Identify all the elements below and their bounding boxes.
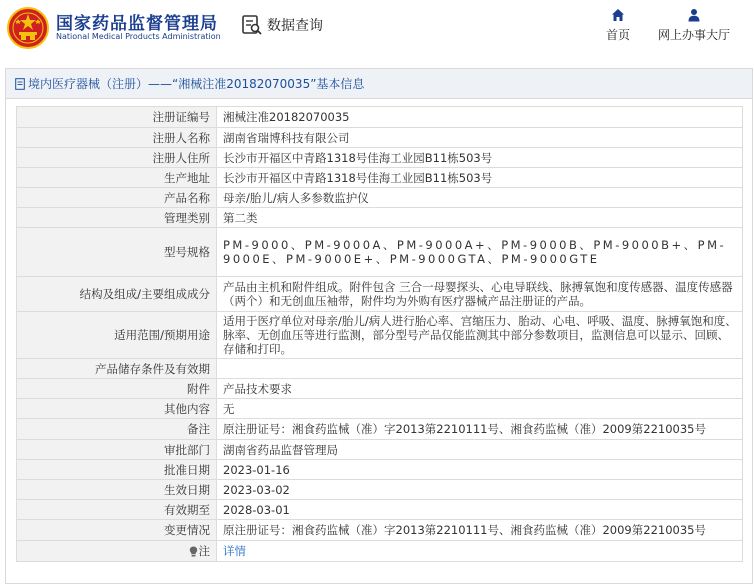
nav-home[interactable]: [600, 8, 636, 43]
row-label: 管理类别: [17, 208, 217, 228]
row-value: 母亲/胎儿/病人多参数监护仪: [217, 188, 743, 208]
row-label: 型号规格: [17, 228, 217, 277]
row-value: 无: [217, 399, 743, 419]
table-row: [17, 460, 743, 480]
site-header: [0, 0, 754, 60]
lightbulb-icon: [189, 546, 198, 557]
row-label: 注册证编号: [17, 107, 217, 128]
table-row: [17, 188, 743, 208]
row-value: 长沙市开福区中青路1318号佳海工业园B11栋503号: [217, 168, 743, 188]
row-value: 第二类: [217, 208, 743, 228]
table-row: [17, 440, 743, 460]
home-icon: [611, 8, 625, 22]
row-label: 结构及组成/主要组成成分: [17, 277, 217, 312]
org-name: 国家药品监督管理局: [56, 14, 218, 34]
page-title-label: 数据查询: [267, 18, 323, 34]
row-label: 生产地址: [17, 168, 217, 188]
model-spec-value: PM-9000、PM-9000A、PM-9000A+、PM-9000B、PM-9000B+、PM-9000E、PM-9000E+、PM-9000GTA、PM-9000GTE: [217, 228, 743, 277]
note-value: [217, 541, 743, 562]
row-value: 产品由主机和附件组成。附件包含 三合一母婴探头、心电导联线、脉搏氧饱和度传感器、温度传感器（两个）和无创血压袖带，附件均为外购有医疗器械产品注册证的产品。: [217, 277, 743, 312]
row-value: 2023-03-02: [217, 480, 743, 500]
row-label: 审批部门: [17, 440, 217, 460]
nav-home-label: 首页: [605, 28, 630, 42]
table-row: [17, 399, 743, 419]
org-name-en: National Medical Products Administration: [56, 32, 221, 41]
row-value: 2023-01-16: [217, 460, 743, 480]
row-value: 原注册证号：湘食药监械（准）字2013第2210111号、湘食药监械（准）2009第2210035号: [217, 520, 743, 541]
row-label: 注册人住所: [17, 148, 217, 168]
table-row: [17, 379, 743, 399]
row-value: 长沙市开福区中青路1318号佳海工业园B11栋503号: [217, 148, 743, 168]
row-label: 变更情况: [17, 520, 217, 541]
record-panel: [5, 68, 753, 584]
national-emblem-icon: [7, 7, 49, 49]
table-row: [17, 419, 743, 440]
nav-online-hall-label: 网上办事大厅: [657, 28, 730, 42]
table-row: [17, 480, 743, 500]
table-row: [17, 128, 743, 148]
table-row: [17, 500, 743, 520]
row-label: 附件: [17, 379, 217, 399]
table-row: [17, 168, 743, 188]
row-value: 适用于医疗单位对母亲/胎儿/病人进行胎心率、宫缩压力、胎动、心电、呼吸、温度、脉搏氧饱和度、脉率、无创血压等进行监测，部分型号产品仅能监测其中部分参数项目，监测信息可以显示、回顾、存储和打印。: [217, 312, 743, 359]
record-table: [16, 106, 743, 562]
row-label: 产品名称: [17, 188, 217, 208]
table-row: [17, 208, 743, 228]
row-value: 产品技术要求: [217, 379, 743, 399]
row-label: 其他内容: [17, 399, 217, 419]
data-query-icon: [241, 14, 263, 36]
row-label: 生效日期: [17, 480, 217, 500]
row-label: 注册人名称: [17, 128, 217, 148]
document-icon: [15, 78, 25, 90]
page-title: [241, 14, 323, 36]
row-value: 湖南省药品监督管理局: [217, 440, 743, 460]
row-value: 湖南省瑞博科技有限公司: [217, 128, 743, 148]
table-row: [17, 312, 743, 359]
breadcrumb-text: 境内医疗器械（注册）——“湘械注准20182070035”基本信息: [28, 77, 365, 91]
table-row: [17, 541, 743, 562]
note-label-text: 注: [198, 544, 210, 558]
note-label: [17, 541, 217, 562]
user-icon: [687, 8, 701, 22]
row-value: 2028-03-01: [217, 500, 743, 520]
row-value: 湘械注准20182070035: [217, 107, 743, 128]
table-row: [17, 148, 743, 168]
row-value: 原注册证号：湘食药监械（准）字2013第2210111号、湘食药监械（准）2009第2210035号: [217, 419, 743, 440]
table-row: [17, 107, 743, 128]
row-label: 批准日期: [17, 460, 217, 480]
row-value: [217, 359, 743, 379]
row-label: 备注: [17, 419, 217, 440]
table-row: [17, 359, 743, 379]
row-label: 有效期至: [17, 500, 217, 520]
row-label: 产品储存条件及有效期: [17, 359, 217, 379]
row-label: 适用范围/预期用途: [17, 312, 217, 359]
nav-online-hall[interactable]: [652, 8, 736, 43]
breadcrumb: [6, 69, 752, 99]
details-link[interactable]: 详情: [223, 544, 246, 558]
table-row: [17, 228, 743, 277]
table-row: [17, 520, 743, 541]
table-row: [17, 277, 743, 312]
